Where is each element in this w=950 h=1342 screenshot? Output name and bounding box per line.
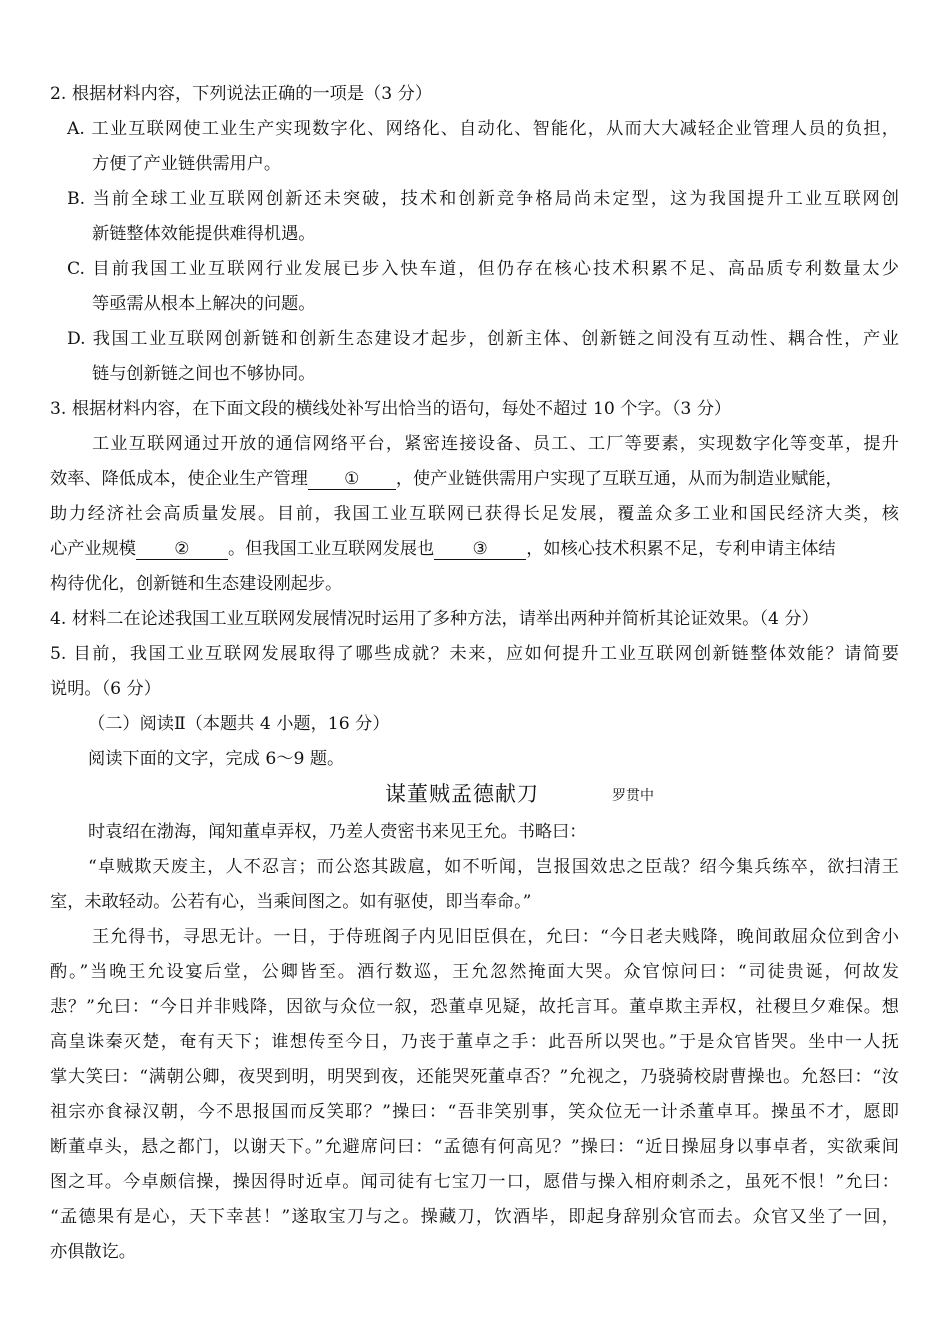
section-instruction: 阅读下面的文字，完成 6～9 题。 <box>88 749 345 769</box>
q2-option-a-line2: 方便了产业链供需用户。 <box>92 154 282 174</box>
q3-passage-text: 心产业规模 <box>50 539 136 559</box>
passage-line: “孟德果有是心，天下幸甚！”遂取宝刀与之。操藏刀，饮酒毕，即起身辞别众官而去。众官又坐了一回， <box>50 1207 899 1227</box>
q4-stem: 4. 材料二在论述我国工业互联网发展情况时运用了多种方法，请举出两种并简析其论证效果。（4 分） <box>50 609 819 629</box>
passage-line: 王允得书，寻思无计。一日，于侍班阁子内见旧臣俱在，允曰：“今日老夫贱降，晚间敢屈众位到舍小 <box>92 927 899 947</box>
q3-passage-line4 <box>50 537 899 561</box>
q3-passage-text: ，如核心技术积累不足，专利申请主体结 <box>526 539 836 559</box>
q2-stem: 2. 根据材料内容，下列说法正确的一项是（3 分） <box>50 84 433 104</box>
q2-option-d-line2: 链与创新链之间也不够协同。 <box>92 364 316 384</box>
passage-line: 室，未敢轻动。公若有心，当乘间图之。如有驱使，即当奉命。” <box>50 892 532 912</box>
q2-option-b-line1: B. 当前全球工业互联网创新还未突破，技术和创新竞争格局尚未定型，这为我国提升工业互联网创 <box>67 189 899 209</box>
q2-option-c-line1: C. 目前我国工业互联网行业发展已步入快车道，但仍存在核心技术积累不足、高品质专利数量太少 <box>67 259 899 279</box>
passage-line: 酌。”当晚王允设宴后堂，公卿皆至。酒行数巡，王允忽然掩面大哭。众官惊问曰：“司徒贵诞，何故发 <box>50 962 899 982</box>
passage-line: 断董卓头，悬之都门，以谢天下。”允避席问曰：“孟德有何高见？”操曰：“近日操屈身以事卓者，实欲乘间 <box>50 1137 899 1157</box>
q3-passage-text: 。但我国工业互联网发展也 <box>227 539 435 559</box>
q3-passage-line3: 助力经济社会高质量发展。目前，我国工业互联网已获得长足发展，覆盖众多工业和国民经济大类，核 <box>50 504 899 524</box>
section-heading: （二）阅读Ⅱ（本题共 4 小题，16 分） <box>88 714 390 734</box>
answer-blank-2[interactable]: ② <box>136 539 228 560</box>
passage-line: 亦俱散讫。 <box>50 1242 136 1262</box>
passage-line: 高皇诛秦灭楚，奄有天下；谁想传至今日，乃丧于董卓之手：此吾所以哭也。”于是众官皆哭。坐中一人抚 <box>50 1032 899 1052</box>
passage-line: 悲？”允曰：“今日并非贱降，因欲与众位一叙，恐董卓见疑，故托言耳。董卓欺主弄权，社稷旦夕难保。想 <box>50 997 899 1017</box>
q2-option-a-line1: A. 工业互联网使工业生产实现数字化、网络化、自动化、智能化，从而大大减轻企业管理人员的负担， <box>67 119 899 139</box>
q5-stem-line2: 说明。（6 分） <box>50 679 161 699</box>
q5-stem-line1: 5. 目前，我国工业互联网发展取得了哪些成就？未来，应如何提升工业互联网创新链整体效能？请简要 <box>50 644 899 664</box>
passage-line: 时袁绍在渤海，闻知董卓弄权，乃差人赍密书来见王允。书略曰： <box>88 822 587 842</box>
q2-option-c-line2: 等亟需从根本上解决的问题。 <box>92 294 316 314</box>
passage-author: 罗贯中 <box>612 788 654 804</box>
q3-stem: 3. 根据材料内容，在下面文段的横线处补写出恰当的语句，每处不超过 10 个字。（3 分） <box>50 399 732 419</box>
passage-line: “卓贼欺天废主，人不忍言；而公恣其跋扈，如不听闻，岂报国效忠之臣哉？绍今集兵练卒，欲扫清王 <box>88 857 899 877</box>
q3-passage-text: 效率、降低成本，使企业生产管理 <box>50 469 308 489</box>
q2-option-b-line2: 新链整体效能提供难得机遇。 <box>92 224 316 244</box>
passage-line: 掌大笑曰：“满朝公卿，夜哭到明，明哭到夜，还能哭死董卓否？”允视之，乃骁骑校尉曹操也。允怒曰：“汝 <box>50 1067 899 1087</box>
q3-passage-line1: 工业互联网通过开放的通信网络平台，紧密连接设备、员工、工厂等要素，实现数字化等变革，提升 <box>92 434 899 454</box>
passage-title: 谋董贼孟德献刀 <box>385 782 539 806</box>
q2-option-d-line1: D. 我国工业互联网创新链和创新生态建设才起步，创新主体、创新链之间没有互动性、耦合性，产业 <box>67 329 899 349</box>
q3-passage-line2 <box>50 467 899 491</box>
q3-passage-text: ，使产业链供需用户实现了互联互通，从而为制造业赋能， <box>395 469 843 489</box>
answer-blank-1[interactable]: ① <box>308 469 396 490</box>
passage-line: 祖宗亦食禄汉朝，今不思报国而反笑耶？”操曰：“吾非笑别事，笑众位无一计杀董卓耳。操虽不才，愿即 <box>50 1102 899 1122</box>
passage-line: 图之耳。今卓颇信操，操因得时近卓。闻司徒有七宝刀一口，愿借与操入相府刺杀之，虽死不恨！”允曰： <box>50 1172 899 1192</box>
answer-blank-3[interactable]: ③ <box>434 539 526 560</box>
q3-passage-line5: 构待优化，创新链和生态建设刚起步。 <box>50 574 343 594</box>
